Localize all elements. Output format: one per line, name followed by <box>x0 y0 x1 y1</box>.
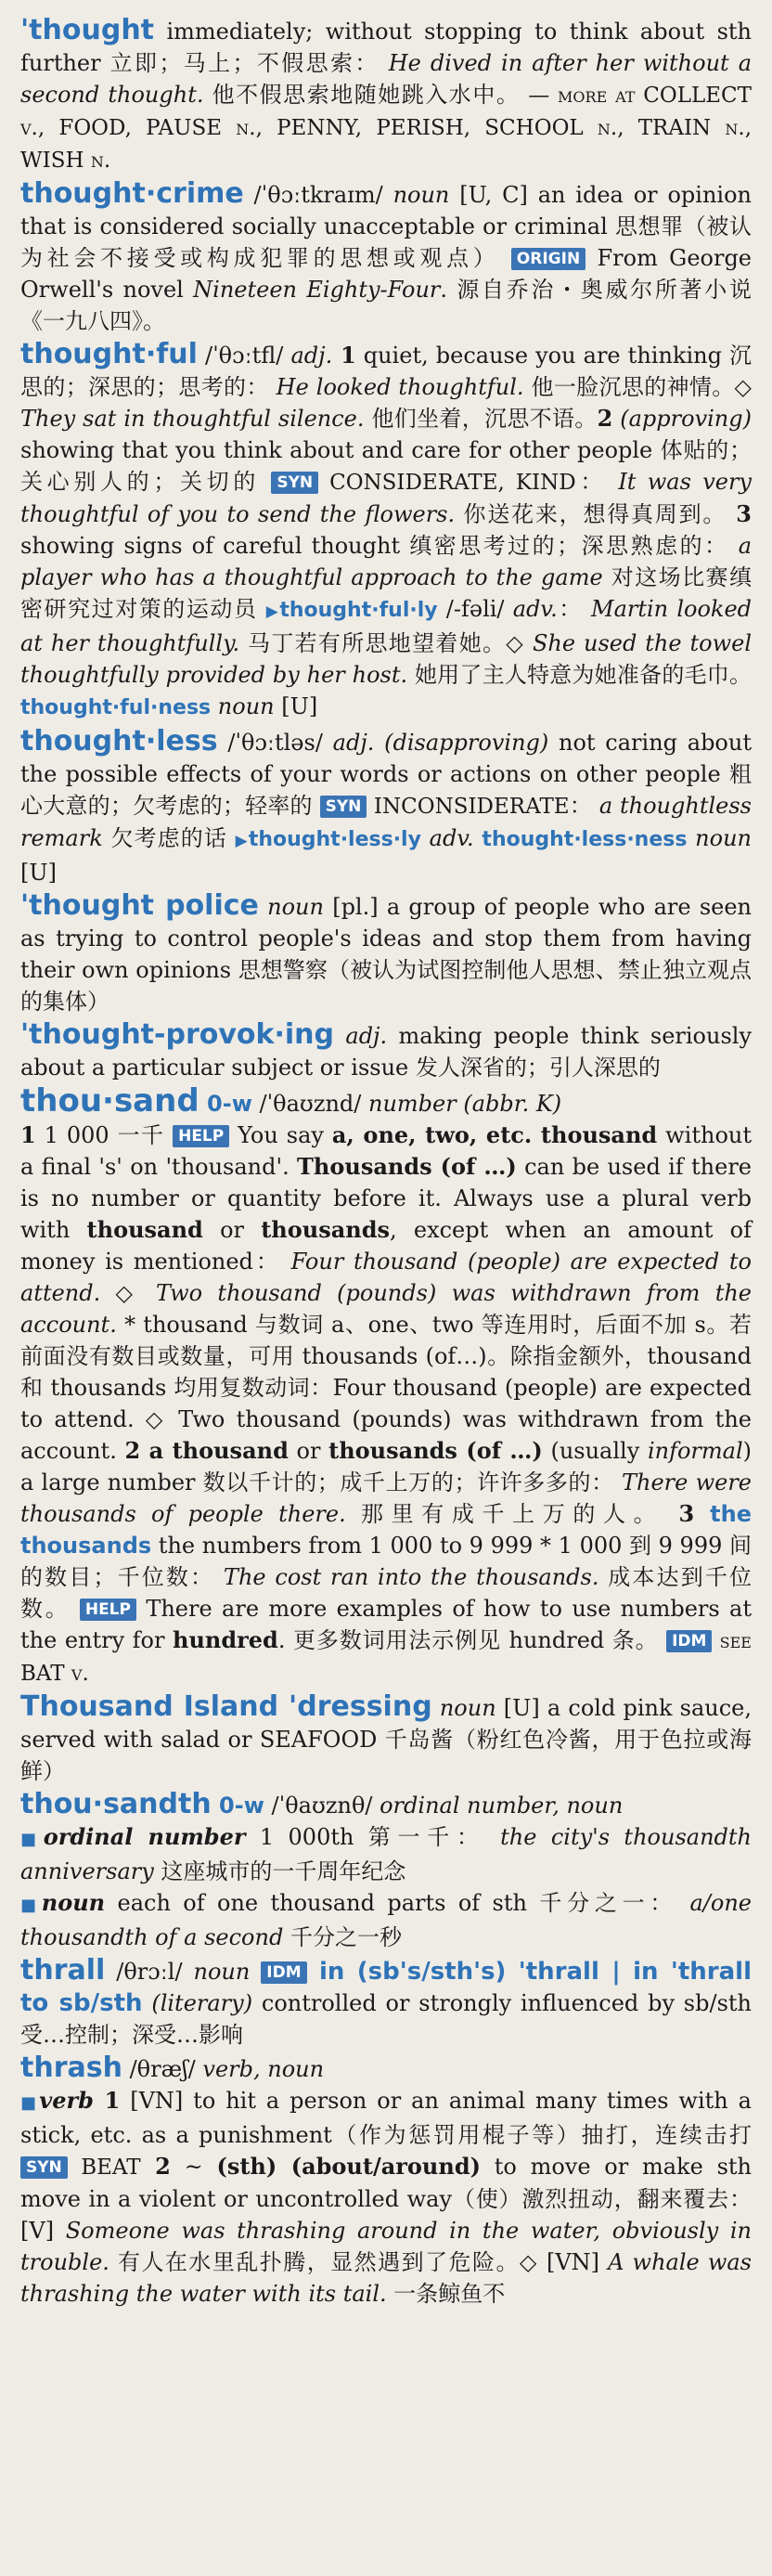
example: They sat in thoughtful silence. <box>20 406 365 432</box>
translation: 那里有成千上万的人。 <box>345 1501 664 1527</box>
phrase: the thousands <box>20 1501 753 1559</box>
translation: 他不假思索地随她跳入水中。 <box>203 82 521 108</box>
definition: showing that you think about and care for other people 体贴的；关心别人的；关切的 <box>20 437 752 495</box>
translation: 她用了主人特意为她准备的毛巾。 <box>407 662 752 688</box>
punctuation: ： <box>569 793 593 819</box>
sense-number: 2 <box>124 1437 141 1464</box>
derivative: thought·ful·ly <box>279 599 438 622</box>
sense-number: 1 <box>332 342 356 369</box>
triangle-icon: ▶ <box>235 832 249 850</box>
phrase: (of …) <box>457 1437 543 1464</box>
example: She used the towel thoughtfully provided by her host. <box>20 630 753 688</box>
example: It was very thoughtful of you to send the flowers. <box>20 469 752 527</box>
origin-text: From George Orwell's novel <box>20 245 753 303</box>
syn-badge: SYN <box>320 796 367 818</box>
headword: 'thought police <box>20 889 259 922</box>
part-of-speech: adv. <box>512 596 558 622</box>
pronunciation: /θræʃ/ <box>122 2056 203 2082</box>
origin-translation: . 源自乔治・奥威尔所著小说《一九八四》。 <box>20 277 752 334</box>
part-of-speech: adj. <box>332 730 375 756</box>
translation: 他们坐着，沉思不语。 <box>364 406 598 432</box>
entry-thrall <box>20 1955 752 2051</box>
sense-heading: ordinal number <box>43 1823 246 1850</box>
connector: (usually <box>542 1438 648 1464</box>
example: He looked thoughtful. <box>268 374 524 400</box>
derivative: thought·ful·ness <box>20 696 212 719</box>
entry-thousand <box>20 1082 753 1689</box>
translation: 欠考虑的话 <box>102 825 236 851</box>
translation: 有人在水里乱扑腾，显然遇到了危险。◇ [VN] <box>109 2249 600 2275</box>
example: The cost ran into the thousands. <box>214 1564 599 1590</box>
help-text: , except when an amount of money is mentioned： <box>20 1217 752 1275</box>
translation: * thousand 与数词 a、one、two 等连用时，后面不加 s。若前面没有数目或数量，可用 thousands (of…)。除指金额外，thousand 和 thousands 均用复数动词：Four thousand (people) are expected to attend. ◇ Two thousand (pounds) was withdrawn from the account. <box>20 1312 752 1464</box>
pronunciation: /ˈθaʊznθ/ <box>264 1793 380 1819</box>
part-of-speech: noun <box>211 693 275 719</box>
sense-number: 1 <box>93 2087 121 2114</box>
entry-thousand-island-dressing <box>20 1691 752 1787</box>
example: a thoughtless remark <box>20 793 752 851</box>
synonyms[interactable]: CONSIDERATE, KIND <box>318 471 576 495</box>
sense-number: 3 <box>678 1500 695 1527</box>
example: a/one thousandth of a second <box>20 1890 752 1950</box>
synonyms[interactable]: INCONSIDERATE <box>367 795 570 819</box>
grammar-code: [U] <box>274 693 318 719</box>
definition: to move or make sth move in a violent or uncontrolled way（使）激烈扭动，翻来覆去：[V] <box>20 2154 752 2244</box>
headword: 'thought <box>20 14 155 46</box>
translation: 你送花来，想得真周到。 <box>455 501 727 527</box>
help-bold: hundred <box>173 1626 278 1653</box>
help-text: without a final 's' on 'thousand'. <box>20 1122 753 1180</box>
key-icon: 0-ᴡ <box>199 1091 252 1117</box>
pronunciation: /ˈθɔːtləs/ <box>217 730 333 756</box>
cross-reference[interactable]: — more at COLLECT v., FOOD, PAUSE n., PENNY, PERISH, SCHOOL n., TRAIN n., WISH n. <box>20 84 752 173</box>
definition: [U, C] an idea or opinion that is considered socially unacceptable or criminal 思想罪（被认为社会不接受或构成犯罪的思想或观点） <box>20 182 753 271</box>
example: a player who has a thoughtful approach to the game <box>20 533 753 590</box>
entry-thought-provoking <box>20 1019 752 1083</box>
syn-badge: SYN <box>20 2156 68 2179</box>
headword: thought·less <box>20 725 218 757</box>
key-icon: 0-ᴡ <box>211 1793 264 1819</box>
entry-thoughtcrime <box>20 178 752 337</box>
headword: Thousand Island 'dressing <box>20 1690 432 1723</box>
sense-block <box>20 1821 752 1887</box>
help-badge: HELP <box>80 1599 136 1621</box>
square-bullet-icon: ■ <box>20 1896 42 1915</box>
help-bold: thousands <box>261 1216 391 1243</box>
help-text: can be used if there is no number or quantity before it. Always use a plural verb with <box>20 1154 752 1243</box>
entry-thrash <box>20 2052 752 2310</box>
grammar-code: [U] <box>20 860 57 886</box>
headword: thrash <box>20 2052 122 2084</box>
idm-badge: IDM <box>261 1961 306 1984</box>
pronunciation: /ˈθaʊznd/ <box>251 1091 368 1117</box>
translation: 对这场比赛缜密研究过对策的运动员 <box>20 564 752 622</box>
derivative: thought·less·ly <box>248 828 421 851</box>
example: the city's thousandth anniversary <box>20 1824 752 1884</box>
headword: thought·ful <box>20 338 198 370</box>
part-of-speech: adv. <box>420 825 474 851</box>
square-bullet-icon: ■ <box>20 1830 44 1849</box>
definition: each of one thousand parts of sth 千分之一： <box>105 1890 678 1916</box>
sense-block <box>20 1887 752 1953</box>
translation: 这座城市的一千周年纪念 <box>153 1858 406 1884</box>
definition: not caring about the possible effects of your words or actions on other people 粗心大意的；欠考虑的；轻率的 <box>20 730 752 819</box>
example: Four thousand (people) are expected to attend. <box>20 1249 753 1306</box>
phrase: a thousand <box>140 1437 289 1464</box>
translation: 成本达到千位数。 <box>20 1564 752 1622</box>
book-title: Nineteen Eighty-Four <box>193 277 441 303</box>
part-of-speech: noun <box>687 825 753 851</box>
part-of-speech: verb, noun <box>202 2056 325 2082</box>
entry-thoughtless <box>20 726 752 888</box>
pattern: (sth) (about/around) <box>216 2153 481 2180</box>
translation: 马丁若有所思地望着她。◇ <box>239 630 525 656</box>
definition: making people think seriously about a particular subject or issue 发人深省的；引人深思的 <box>20 1023 753 1081</box>
definition: [U] a cold pink sauce, served with salad or SEAFOOD 千岛酱（粉红色冷酱，用于色拉或海鲜） <box>20 1695 753 1784</box>
headword: thou·sand <box>20 1082 199 1120</box>
help-text: You say <box>229 1122 332 1148</box>
example: A whale was thrashing the water with its tail. <box>20 2249 752 2307</box>
headword: thought·crime <box>20 177 244 210</box>
definition: showing signs of careful thought 缜密思考过的；深思熟虑的： <box>20 533 729 559</box>
help-bold: thousand <box>86 1216 203 1243</box>
headword: 'thought-provok·ing <box>20 1018 334 1051</box>
syn-badge: SYN <box>271 472 318 494</box>
synonyms[interactable]: BEAT <box>67 2155 141 2180</box>
cross-reference[interactable]: see BAT v. <box>20 1629 752 1686</box>
pronunciation: /ˈθɔːtfl/ <box>197 343 291 369</box>
sense-heading: noun <box>41 1889 106 1916</box>
usage-label: (disapproving) <box>374 730 549 756</box>
derivative: thought·less·ness <box>473 828 688 851</box>
sense-heading: verb <box>39 2087 94 2114</box>
help-text: . 更多数词用法示例见 hundred 条。 <box>277 1627 659 1653</box>
definition: 1 000 一千 <box>35 1122 174 1148</box>
sense-number: 2 <box>597 405 613 432</box>
part-of-speech: noun <box>392 182 450 208</box>
example: Someone was thrashing around in the water, obviously in trouble. <box>20 2218 752 2275</box>
part-of-speech: adj. <box>333 1023 388 1049</box>
translation: 一条鲸鱼不 <box>386 2281 506 2307</box>
part-of-speech: number <box>368 1091 457 1117</box>
definition: [VN] to hit a person or an animal many times with a stick, etc. as a punishment（作为惩罚用棍子等）抽打，连续击打 <box>20 2088 752 2148</box>
part-of-speech: ordinal number, noun <box>380 1793 624 1819</box>
connector: or <box>288 1438 329 1464</box>
headword: thou·sandth <box>20 1788 212 1820</box>
square-bullet-icon: ■ <box>20 2093 40 2113</box>
definition: controlled or strongly influenced by sb/sth 受…控制；深受…影响 <box>20 1990 752 2048</box>
headword: thrall <box>20 1954 106 1987</box>
idm-badge: IDM <box>666 1630 712 1652</box>
sense-number: 1 <box>20 1121 36 1148</box>
definition: quiet, because you are thinking 沉思的；深思的；思考的： <box>20 343 753 400</box>
definition: the numbers from 1 000 to 9 999 * 1 000 到 9 999 间的数目；千位数： <box>20 1533 752 1590</box>
entry-thoughtful <box>20 339 752 724</box>
help-bold: Thousands (of …) <box>297 1153 517 1180</box>
pronunciation: /ˈθɔːtkraɪm/ <box>243 182 393 208</box>
pronunciation: /-fəli/ <box>437 596 513 622</box>
part-of-speech: noun <box>431 1695 496 1721</box>
phrase: thousands <box>328 1437 457 1464</box>
definition: [pl.] a group of people who are seen as trying to control people's ideas and stop them from having their own opinions 思想警察（被认为试图控制他人思想、禁止独立观点的集体） <box>20 894 752 1015</box>
translation: 千分之一秒 <box>283 1924 402 1950</box>
example: Two thousand (pounds) was withdrawn from the account. <box>20 1280 752 1338</box>
help-badge: HELP <box>173 1125 229 1147</box>
idiom-phrase: in (sb's/sth's) 'thrall | in 'thrall to sb/sth <box>20 1958 752 2017</box>
usage-label: informal <box>647 1438 743 1464</box>
definition: ) a large number 数以千计的；成千上万的；许许多多的： <box>20 1438 753 1495</box>
definition: 1 000th 第一千： <box>245 1824 486 1850</box>
entry-thousandth <box>20 1789 752 1953</box>
punctuation: ： <box>575 469 608 495</box>
sense-number: 3 <box>727 500 752 527</box>
help-text: There are more examples of how to use numbers at the entry for <box>20 1596 752 1653</box>
example: He dived in after her without a second thought. <box>20 50 752 108</box>
translation: 他一脸沉思的神情。◇ <box>523 374 752 400</box>
usage-label: (approving) <box>612 406 752 432</box>
help-bold: a, one, two, etc. thousand <box>331 1121 658 1148</box>
sense-number: 2 <box>140 2153 171 2180</box>
entry-thought-adv <box>20 15 752 176</box>
abbreviation: (abbr. K) <box>456 1091 562 1117</box>
help-text: or <box>202 1217 262 1243</box>
example: Martin looked at her thoughtfully. <box>20 596 753 656</box>
usage-label: (literary) <box>142 1990 253 2016</box>
entry-thought-police <box>20 890 752 1017</box>
part-of-speech: noun <box>258 894 324 920</box>
punctuation: ： <box>557 596 583 622</box>
part-of-speech: adj. <box>290 343 333 369</box>
origin-badge: ORIGIN <box>511 248 585 270</box>
sense-block <box>20 2085 752 2310</box>
connector: ~ <box>170 2154 217 2180</box>
definition: immediately; without stopping to think about sth further 立即；马上；不假思索： <box>20 19 752 76</box>
triangle-icon: ▶ <box>265 602 280 621</box>
punctuation: ◇ <box>100 1280 141 1306</box>
part-of-speech: noun <box>193 1959 251 1985</box>
pronunciation: /θrɔːl/ <box>105 1959 194 1985</box>
example: There were thousands of people there. <box>20 1469 752 1527</box>
